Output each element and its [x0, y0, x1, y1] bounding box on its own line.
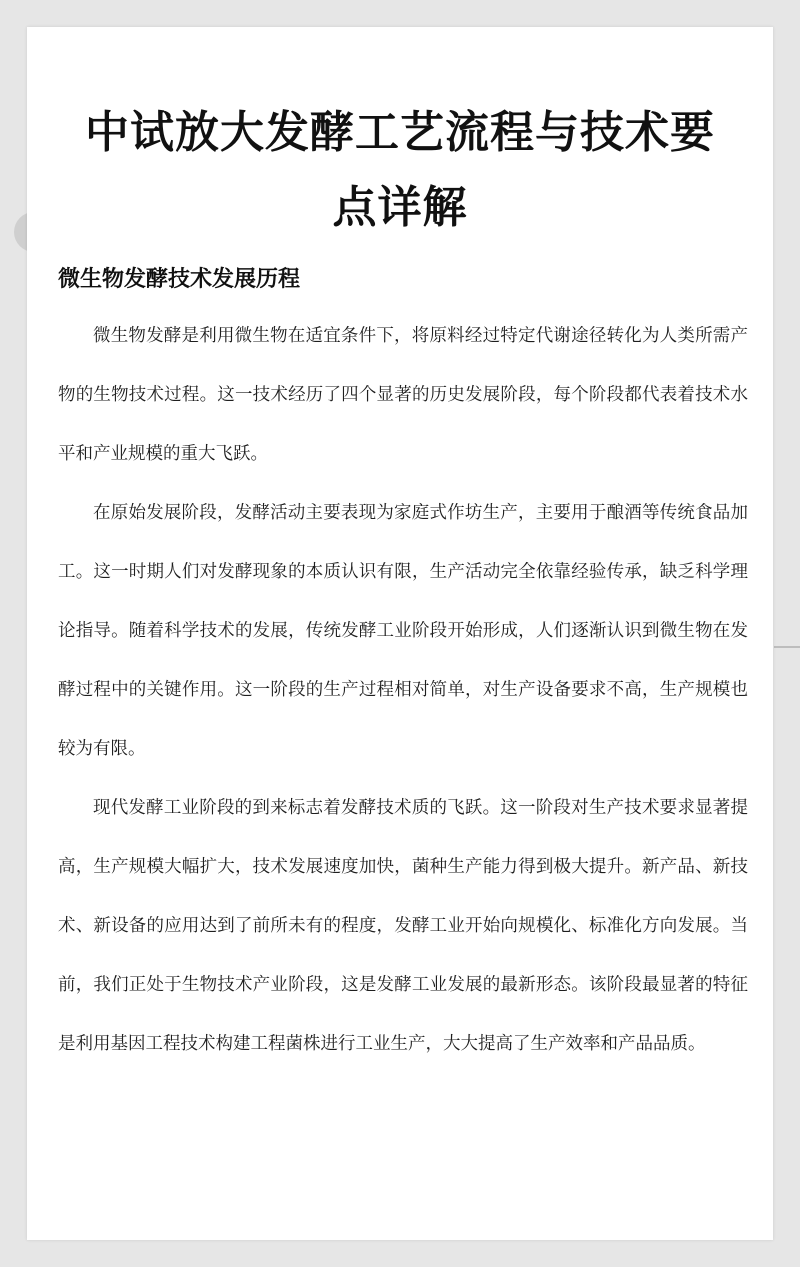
document-title: 中试放大发酵工艺流程与技术要点详解 — [85, 107, 715, 233]
background-right-line — [774, 646, 800, 648]
paragraph-2: 在原始发展阶段，发酵活动主要表现为家庭式作坊生产，主要用于酿酒等传统食品加工。这一时期人们对发酵现象的本质认识有限，生产活动完全依靠经验传承，缺乏科学理论指导。随着科学技术的发展，传统发酵工业阶段开始形成，人们逐渐认识到微生物在发酵过程中的关键作用。这一阶段的生产过程相对简单，对生产设备要求不高，生产规模也较为有限。 — [58, 503, 748, 759]
body-text — [58, 307, 748, 1074]
section-heading: 微生物发酵技术发展历程 — [58, 267, 301, 292]
paragraph-3: 现代发酵工业阶段的到来标志着发酵技术质的飞跃。这一阶段对生产技术要求显著提高，生产规模大幅扩大，技术发展速度加快，菌种生产能力得到极大提升。新产品、新技术、新设备的应用达到了前所未有的程度，发酵工业开始向规模化、标准化方向发展。当前，我们正处于生物技术产业阶段，这是发酵工业发展的最新形态。该阶段最显著的特征是利用基因工程技术构建工程菌株进行工业生产，大大提高了生产效率和产品品质。 — [58, 798, 748, 1054]
paragraph-1: 微生物发酵是利用微生物在适宜条件下，将原料经过特定代谢途径转化为人类所需产物的生物技术过程。这一技术经历了四个显著的历史发展阶段，每个阶段都代表着技术水平和产业规模的重大飞跃。 — [58, 326, 748, 464]
document-page — [27, 27, 773, 1240]
